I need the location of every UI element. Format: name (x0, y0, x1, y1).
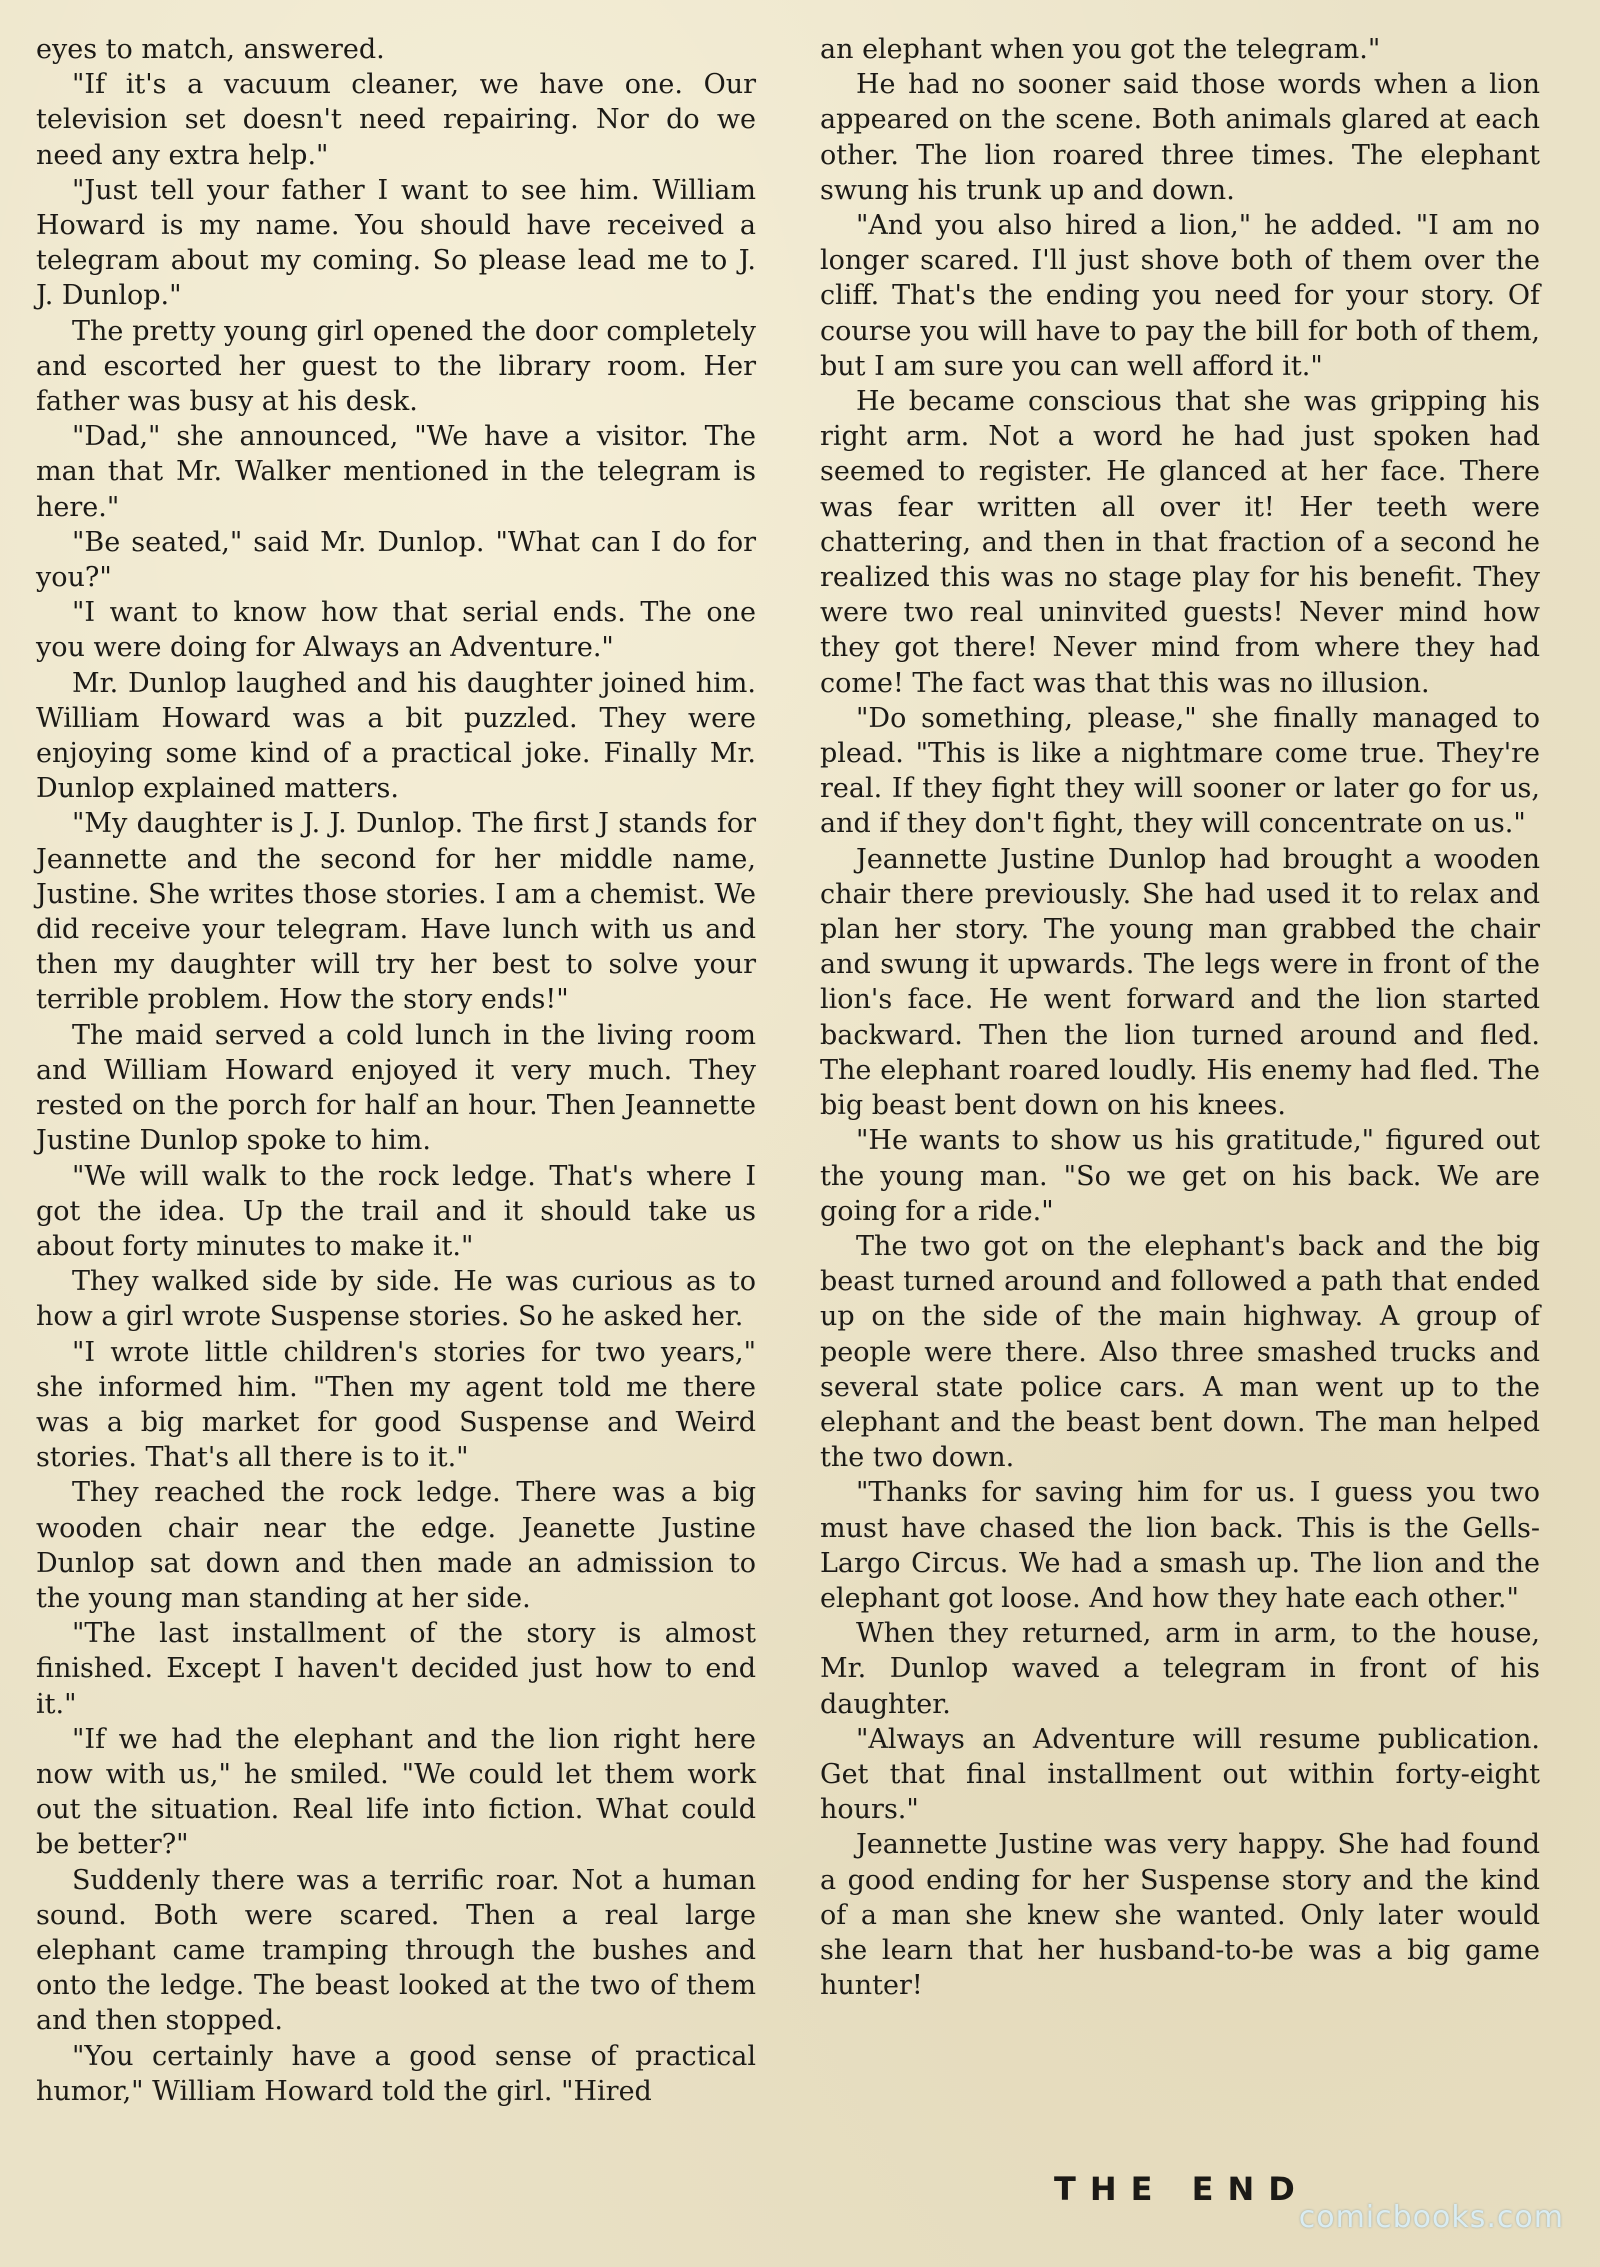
paragraph: Mr. Dunlop laughed and his daughter joined him. William Howard was a bit puzzled. They were enjoying some kind of a practical joke. Finally Mr. Dunlop explained matters. (36, 667, 756, 805)
paragraph: "And you also hired a lion," he added. "I am no longer scared. I'll just shove both of them over the cliff. That's the ending you need for your story. Of course you will have to pay the bill for both of them, but I am sure you can well afford it." (820, 210, 1540, 382)
paragraph: They reached the rock ledge. There was a big wooden chair near the edge. Jeanette Justine Dunlop sat down and then made an admission to the young man standing at her side. (36, 1477, 756, 1614)
paragraph: "Always an Adventure will resume publication. Get that final installment out within forty-eight hours." (820, 1723, 1540, 1826)
paragraph: "Thanks for saving him for us. I guess you two must have chased the lion back. This is the Gells-Largo Circus. We had a smash up. The lion and the elephant got loose. And how they hate each other." (820, 1477, 1540, 1614)
paragraph: "You certainly have a good sense of practical humor," William Howard told the girl. "Hired (36, 2040, 756, 2107)
paragraph: They walked side by side. He was curious as to how a girl wrote Suspense stories. So he asked her. (36, 1266, 756, 1333)
paragraph: "Do something, please," she finally managed to plead. "This is like a nightmare come true. They're real. If they fight they will sooner or later go for us, and if they don't fight, they will concentrate on us." (820, 702, 1540, 840)
paragraph: Suddenly there was a terrific roar. Not a human sound. Both were scared. Then a real large elephant came tramping through the bushes and onto the ledge. The beast looked at the two of them and then stopped. (36, 1864, 756, 2037)
paragraph: "Just tell your father I want to see him. William Howard is my name. You should have received a telegram about my coming. So please lead me to J. J. Dunlop." (36, 174, 756, 312)
paragraph: He had no sooner said those words when a lion appeared on the scene. Both animals glared at each other. The lion roared three times. The elephant swung his trunk up and down. (820, 69, 1540, 206)
paragraph: Jeannette Justine was very happy. She had found a good ending for her Suspense story and the kind of a man she knew she wanted. Only later would she learn that her husband-to-be was a big game hunter! (820, 1829, 1540, 2002)
paragraph: "He wants to show us his gratitude," figured out the young man. "So we get on his back. We are going for a ride." (820, 1125, 1540, 1227)
site-watermark: comicbooks.com (1298, 2200, 1564, 2235)
paragraph: "We will walk to the rock ledge. That's where I got the idea. Up the trail and it should take us about forty minutes to make it." (36, 1160, 756, 1262)
right-text-column (820, 32, 1540, 2003)
paragraph: He became conscious that she was gripping his right arm. Not a word he had just spoken had seemed to register. He glanced at her face. There was fear written all over it! Her teeth were chattering, and then in that fraction of a second he realized this was no stage play for his benefit. They were two real uninvited guests! Never mind how they got there! Never mind from where they had come! The fact was that this was no illusion. (820, 386, 1540, 699)
paragraph: "If we had the elephant and the lion right here now with us," he smiled. "We could let them work out the situation. Real life into fiction. What could be better?" (36, 1723, 756, 1861)
paragraph: When they returned, arm in arm, to the house, Mr. Dunlop waved a telegram in front of his daughter. (820, 1618, 1540, 1720)
paragraph: The two got on the elephant's back and the big beast turned around and followed a path that ended up on the side of the main highway. A group of people were there. Also three smashed trucks and several state police cars. A man went up to the elephant and the beast bent down. The man helped the two down. (820, 1230, 1540, 1474)
the-end-heading: THE END (1054, 2170, 1309, 2208)
paragraph: "The last installment of the story is almost finished. Except I haven't decided just how to end it." (36, 1618, 756, 1720)
paragraph: Jeannette Justine Dunlop had brought a wooden chair there previously. She had used it to relax and plan her story. The young man grabbed the chair and swung it upwards. The legs were in front of the lion's face. He went forward and the lion started backward. Then the lion turned around and fled. The elephant roared loudly. His enemy had fled. The big beast bent down on his knees. (820, 843, 1540, 1122)
paragraph: The maid served a cold lunch in the living room and William Howard enjoyed it very much. They rested on the porch for half an hour. Then Jeannette Justine Dunlop spoke to him. (36, 1019, 756, 1157)
paragraph: "I want to know how that serial ends. The one you were doing for Always an Adventure." (36, 597, 756, 664)
paragraph: "I wrote little children's stories for two years," she informed him. "Then my agent told me there was a big market for good Suspense and Weird stories. That's all there is to it." (36, 1336, 756, 1474)
paragraph: "Be seated," said Mr. Dunlop. "What can I do for you?" (36, 526, 756, 594)
paragraph: The pretty young girl opened the door completely and escorted her guest to the library room. Her father was busy at his desk. (36, 315, 756, 418)
left-text-column (36, 32, 756, 2109)
paragraph: "My daughter is J. J. Dunlop. The first J stands for Jeannette and the second for her middle name, Justine. She writes those stories. I am a chemist. We did receive your telegram. Have lunch with us and then my daughter will try her best to solve your terrible problem. How the story ends!" (36, 808, 756, 1016)
paragraph: "Dad," she announced, "We have a visitor. The man that Mr. Walker mentioned in the telegram is here." (36, 421, 756, 523)
paragraph: an elephant when you got the telegram." (820, 34, 1381, 65)
paragraph: "If it's a vacuum cleaner, we have one. Our television set doesn't need repairing. Nor do we need any extra help." (36, 69, 756, 171)
paragraph: eyes to match, answered. (36, 34, 385, 65)
